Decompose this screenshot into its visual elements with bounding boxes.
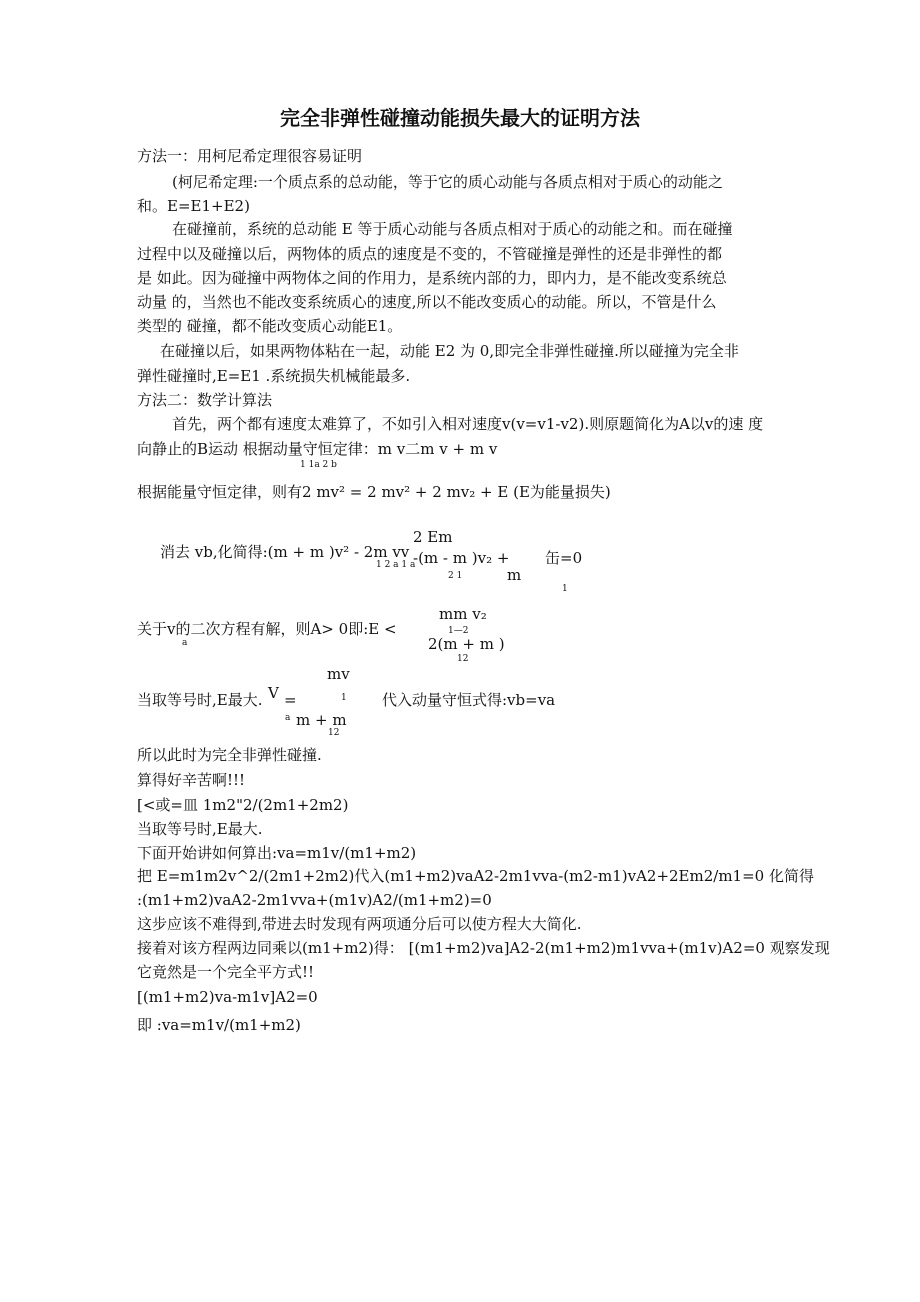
quad-denominator-subscript: 12 [457,654,469,664]
method1-p1-line5: 类型的 碰撞，都不能改变质心动能E1。 [137,317,403,335]
substitute-line2: :(m1+m2)vaA2-2m1vva+(m1v)A2/(m1+m2)=0 [137,891,492,909]
equality-condition: 当取等号时,E最大. [137,691,263,709]
quad-numerator-subscript: 1—2 [448,626,469,636]
elim-fraction-denominator: m [507,566,522,584]
quad-subscript-a: a [182,638,188,648]
konig-theorem-line1: (柯尼希定理:一个质点系的总动能，等于它的质心动能与各质点相对于质心的动能之 [172,173,723,191]
method1-p2-line1: 在碰撞以后，如果两物体粘在一起，动能 E2 为 0,即完全非弹性碰撞.所以碰撞为完全非 [160,342,739,360]
method1-p1-line2: 过程中以及碰撞以后，两物体的质点的速度是不变的，不管碰撞是弹性的还是非弹性的都 [137,245,723,263]
energy-equation: 根据能量守恒定律，则有2 mv² = 2 mv² + 2 mv₂ + E (E为能量损失) [137,483,611,501]
remark: 算得好辛苦啊!!! [137,771,246,789]
page-title: 完全非弹性碰撞动能损失最大的证明方法 [280,106,640,130]
multiply-line1: 接着对该方程两边同乘以(m1+m2)得： [(m1+m2)va]A2-2(m1+m2)m1vva+(m1v)A2=0 观察发现 [137,939,830,957]
alt-expression: [<或=皿 1m2"2/(2m1+2m2) [137,796,349,814]
method1-p1-line1: 在碰撞前，系统的总动能 E 等于质心动能与各质点相对于质心的动能之和。而在碰撞 [172,220,733,238]
elimination-equation-end: 缶=0 [545,549,583,567]
equality-V: V [268,684,279,702]
elim-subscripts-2: 2 1 [448,571,463,581]
method2-p1-line1: 首先，两个都有速度太难算了，不如引入相对速度v(v=v1-v2).则原题简化为A以v的速 度 [172,415,764,433]
elim-subscript-3: 1 [562,584,568,594]
how-to-line: 下面开始讲如何算出:va=m1v/(m1+m2) [137,844,417,862]
momentum-equation: 向静止的B运动 根据动量守恒定律：m v二m v + m v [137,440,498,458]
conclusion: 所以此时为完全非弹性碰撞. [137,746,322,764]
quad-fraction-denominator: 2(m + m ) [428,635,505,653]
method1-p2-line2: 弹性碰撞时,E=E1 .系统损失机械能最多. [137,367,411,385]
final-result: 即 :va=m1v/(m1+m2) [137,1016,301,1034]
easy-line: 这步应该不难得到,带进去时发现有两项通分后可以使方程大大简化. [137,915,582,933]
quad-fraction-numerator: mm v₂ [439,605,487,623]
method1-heading: 方法一：用柯尼希定理很容易证明 [137,147,363,165]
konig-theorem-line2: 和。E=E1+E2) [137,197,250,215]
method1-p1-line4: 动量 的，当然也不能改变系统质心的速度,所以不能改变质心的动能。所以，不管是什么 [137,293,717,311]
equality-denominator-subscript: 12 [328,728,340,738]
momentum-subscripts: 1 1a 2 b [300,460,337,470]
equality-numerator: mv [327,665,350,683]
equality-subscript-a: a [285,713,291,723]
perfect-square: [(m1+m2)va-m1v]A2=0 [137,988,318,1006]
equality-numerator-subscript: 1 [341,693,347,703]
elimination-equation: 消去 vb,化简得:(m + m )v² - 2m vv [160,543,410,561]
elim-subscripts: 1 2 a 1 a [376,560,416,570]
method1-p1-line3: 是 如此。因为碰撞中两物体之间的作用力，是系统内部的力，即内力，是不能改变系统总 [137,269,727,287]
substitute-line1: 把 E=m1m2v^2/(2m1+2m2)代入(m1+m2)vaA2-2m1vva-(m2-m1)vA2+2Em2/m1=0 化简得 [137,867,814,885]
method2-heading: 方法二：数学计算法 [137,391,273,409]
elim-fraction-numerator: 2 Em [413,528,453,546]
equality-denominator: m + m [296,711,347,729]
equality-equals: = [284,691,297,709]
quadratic-condition: 关于v的二次方程有解，则A> 0即:E < [137,620,397,638]
substitute-momentum: 代入动量守恒式得:vb=va [382,691,556,709]
multiply-line2: 它竟然是一个完全平方式!! [137,963,315,981]
alt-max: 当取等号时,E最大. [137,820,263,838]
elimination-equation-rest: -(m - m )v₂ + [413,549,510,567]
